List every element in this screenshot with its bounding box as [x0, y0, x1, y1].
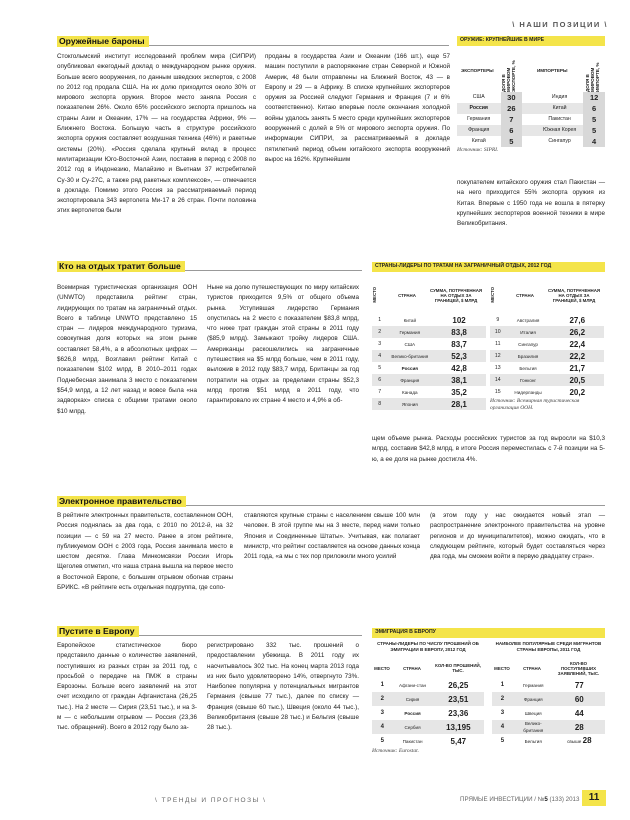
- place: 1: [378, 316, 382, 323]
- travel-table: [372, 276, 605, 412]
- import-share: 5: [583, 114, 605, 125]
- value: [433, 706, 484, 720]
- country: Бельгия: [519, 365, 537, 371]
- value: [554, 706, 605, 720]
- place: 13: [494, 364, 501, 371]
- exporter: Франция: [468, 127, 490, 133]
- place: 12: [494, 352, 501, 359]
- travel-table-title: СТРАНЫ-ЛИДЕРЫ ПО ТРАТАМ НА ЗАГРАНИЧНЫЙ ОТДЫХ, 2012 ГОД: [375, 263, 552, 269]
- table-row: [372, 678, 484, 692]
- country: Россия: [401, 365, 418, 371]
- sum: 52,3: [451, 351, 467, 361]
- export-share: 6: [501, 125, 523, 136]
- import-share: 12: [583, 92, 605, 103]
- section-title-arms: Оружейные бароны: [57, 36, 149, 47]
- table-row: [490, 350, 604, 362]
- europe-place-header-2: МЕСТО: [494, 665, 510, 671]
- country: Германия: [522, 682, 544, 688]
- country: Гонконг: [519, 377, 537, 383]
- table-row: [372, 734, 484, 748]
- country: Велико-британия: [391, 353, 429, 359]
- importer: Индия: [551, 94, 568, 100]
- spacer: [522, 92, 536, 103]
- table-row: [372, 326, 486, 338]
- europe-right-title: НАИБОЛЕЕ ПОПУЛЯРНЫЕ СРЕДИ МИГРАНТОВ СТРАНЫ ЕВРОПЫ, 2011 ГОД: [495, 641, 602, 652]
- travel-col3: щем объеме рынка. Расходы российских туристов за год выросли на $10,3 млрд, составив $42,8 млрд, в итоге Россия переместилась с 7-й позиции на 5-ю, а ее доля на рынке достигла 4%.: [372, 435, 605, 463]
- exporters-header: ЭКСПОРТЕРЫ: [461, 68, 494, 73]
- table-row: [457, 125, 605, 136]
- europe-country-header-2: СТРАНА: [523, 665, 541, 671]
- table-row: [490, 314, 604, 326]
- place: 14: [494, 376, 501, 383]
- egov-col3: (в этом году у нас ожидается новый этап — распространение электронного правительства на уровне регионов и до муниципалитетов), можно ожидать, что в следующем рейтинге, который будет составляться через два года, мы сможем войти в первую двадцатку стран».: [430, 512, 605, 561]
- place: 8: [378, 400, 382, 407]
- value: [554, 692, 605, 706]
- arms-table: [457, 50, 605, 153]
- value-number: 44: [574, 708, 584, 718]
- spacer: [522, 114, 536, 125]
- table-row: [372, 398, 486, 410]
- country: Швеция: [524, 710, 542, 716]
- value-number: 28: [574, 722, 584, 732]
- country: США: [404, 341, 416, 347]
- value-prefix: свыше: [567, 739, 583, 744]
- country: Франция: [400, 377, 420, 383]
- sum: 83,7: [451, 339, 467, 349]
- table-row: [492, 706, 605, 720]
- europe-col2: регистрировано 332 тыс. прошений о предоставлении убежища. В 2011 году их насчитывалось 302 тыс. На конец марта 2013 года из них было удовлетворено 14%, отвергнуто 73%. Наиболее популярна у потенциальных мигрантов Германия (свыше 77 тыс.), далее по списку — Франция (свыше 60 тыс.), Швеция (около 44 тыс.), Великобритания (свыше 28 тыс.) и Бельгия (свыше 28 тыс.).: [207, 642, 359, 732]
- import-share: 4: [583, 136, 605, 147]
- value-number: 28: [582, 736, 592, 745]
- value-number: 26,25: [448, 680, 469, 690]
- country: Китай: [403, 317, 417, 323]
- place: 5: [500, 737, 505, 744]
- table-row: [372, 720, 484, 734]
- country: Бельгия: [524, 738, 542, 744]
- country: Сирия: [405, 696, 420, 702]
- country: Бразилия: [517, 353, 539, 359]
- value-number: 5,47: [450, 736, 467, 746]
- sum: 102: [452, 315, 466, 325]
- arms-col3: покупателем китайского оружия стал Пакистан — на него приходится 55% экспорта оружия из Китая. Впервые с 1950 года не вошла в пятерку крупнейших экспортеров военной техники в мире Великобритания.: [457, 179, 605, 228]
- country: Италия: [520, 329, 536, 335]
- place: 2: [500, 695, 505, 702]
- country: Велико-британия: [523, 721, 544, 733]
- sum: 83,8: [451, 327, 467, 337]
- place: 1: [500, 681, 505, 688]
- table-row: [492, 734, 605, 748]
- exporter: Россия: [469, 105, 488, 111]
- travel-col2: Ныне на долю путешествующих по миру китайских туристов приходится 9,5% от общего объема рынка. Уступившая лидерство Германия опустилась на 2 место с показателем $83,8 млрд, что ниже трат граждан этой страны в 2011 году ($85,9 млрд). Замыкают тройку лидеров США. Американцы раскошелились на заграничные путешествия на $5 млрд больше, чем в 2011 году, выложив в 2012 году $83,7 млрд. Британцы за год потратили на отдых за пределами страны $52,3 млрд против $51 млрд в 2011 году, что гарантировало их стране 4 место и 4,9% в об-: [207, 284, 359, 405]
- importers-header: ИМПОРТЕРЫ: [537, 68, 568, 73]
- country: Япония: [401, 401, 418, 407]
- travel-source: Источник: Всемирная туристическая организация ООН.: [490, 398, 580, 411]
- export-share: 26: [501, 103, 523, 114]
- table-row: [457, 103, 605, 114]
- sum: 42,8: [451, 363, 467, 373]
- country: Нидерланды: [514, 389, 542, 395]
- value: [433, 720, 484, 734]
- country: Россия: [404, 710, 421, 716]
- sum-header: СУММА, ПОТРАЧЕННАЯ НА ОТДЫХ ЗА ГРАНИЦЕЙ, $ МЛРД: [429, 287, 483, 303]
- value-number: 77: [574, 680, 584, 690]
- sum: 21,7: [569, 363, 586, 373]
- place: 6: [378, 376, 382, 383]
- exporter: Германия: [467, 116, 491, 122]
- requests-header: КОЛ-ВО ПРОШЕНИЙ, ТЫС.: [435, 663, 481, 673]
- europe-left-title: СТРАНЫ-ЛИДЕРЫ ПО ЧИСЛУ ПРОШЕНИЙ ОБ ЭМИГРАЦИИ В ЕВРОПУ, 2012 ГОД: [377, 641, 479, 652]
- page-number: 11: [582, 790, 606, 806]
- arms-table-title: ОРУЖИЕ: КРУПНЕЙШИЕ В МИРЕ: [460, 37, 545, 43]
- value: [554, 734, 605, 748]
- table-row: [457, 92, 605, 103]
- export-share-header: ДОЛЯ В МИРОВОМ ЭКСПОРТЕ, %: [501, 60, 516, 92]
- table-row: [372, 706, 484, 720]
- place: 7: [378, 388, 382, 395]
- sum: 27,6: [569, 315, 586, 325]
- place: 4: [500, 723, 505, 730]
- table-row: [372, 314, 486, 326]
- europe-col1: Европейское статистическое бюро представило данные о количестве заявлений, поступивших из разных стран за 2011 год, с просьбой о передаче на ПМЖ в страны Еврозоны. Больше всего заявлений на этот счет исходило от граждан Афганистана (26,25 тыс.). На 2 месте — Сирия (23,51 тыс.), и на 3-м — с небольшим отрывом — Россия (23,36 тыс. обращений). Всего в 2012 году было за-: [57, 642, 197, 732]
- place-header-2: МЕСТО: [490, 287, 495, 303]
- import-share: 5: [583, 125, 605, 136]
- export-share: 7: [501, 114, 523, 125]
- table-row: [490, 386, 604, 398]
- country: Пакистан: [402, 738, 423, 744]
- place: 3: [380, 709, 384, 716]
- place: 15: [494, 388, 501, 395]
- value: [433, 692, 484, 706]
- table-row: [372, 692, 484, 706]
- place: 1: [380, 681, 384, 688]
- country-header: СТРАНА: [398, 292, 416, 298]
- value: [554, 720, 605, 734]
- section-title-egov: Электронное правительство: [57, 496, 186, 507]
- arms-source: Источник: SIPRI.: [457, 147, 499, 153]
- place: 10: [494, 328, 501, 335]
- sum-header-2: СУММА, ПОТРАЧЕННАЯ НА ОТДЫХ ЗА ГРАНИЦЕЙ, $ МЛРД: [547, 287, 601, 303]
- country: Сингапур: [518, 341, 538, 347]
- table-row: [490, 374, 604, 386]
- sum: 35,2: [451, 387, 467, 397]
- value-number: 13,195: [446, 722, 471, 732]
- table-row: [492, 692, 605, 706]
- footer-left: \ ТРЕНДЫ И ПРОГНОЗЫ \: [155, 797, 267, 804]
- country: Афгани-стан: [398, 682, 427, 688]
- table-row: [372, 374, 486, 386]
- travel-col1: Всемирная туристическая организация ООН (UNWTO) представила рейтинг стран, лидирующих по тратам на заграничный отдых. Всего в таблице UNWTO представлено 15 стран — лидеров международного туризма, совокупная доля которых на этом рынке составляет 58,4%, а в абсолютных цифрах — $626,8 млрд. Возглавил рейтинг Китай с показателем $102 млрд. В 2010–2011 годах Поднебесная занимала 3 место с показателем $54,9 млрд, а 12 лет назад и вовсе была «на задворках» списка с общими тратами около $10 млрд.: [57, 284, 197, 415]
- country: Канада: [402, 389, 418, 395]
- europe-table-title: ЭМИГРАЦИЯ В ЕВРОПУ: [375, 629, 436, 635]
- footer-magazine: ПРЯМЫЕ ИНВЕСТИЦИИ / №5 (133) 2013: [460, 796, 580, 803]
- importer: Китай: [552, 105, 567, 111]
- table-row: [492, 720, 605, 734]
- value: [554, 678, 605, 692]
- table-row: [490, 326, 604, 338]
- importer: Сингапур: [548, 138, 571, 144]
- arms-col2: проданы в государства Азии и Океании (166 шт.), еще 57 машин поступили в распоряжение стран Северной и Южной Америк, 48 были отправлены на Ближний Восток, 43 — в Европу и 29 — в Африку. В списке крупнейших экспортеров оружия за Россией следуют Германия и Франция (7 и 6% соответственно). Китаю впервые после окончания холодной войны удалось занять 5 место среди крупнейших экспортеров вооружений с долей в 5% от мирового экспорта оружия. По информации СИПРИ, за рассматриваемый в докладе пятилетний период объем китайского экспорта вооружений вырос на 162%. Крупнейшим: [265, 53, 450, 163]
- value-number: 23,36: [448, 708, 469, 718]
- place: 9: [496, 316, 500, 323]
- country: Сербия: [404, 724, 421, 730]
- value: [433, 734, 484, 748]
- place: 4: [380, 723, 384, 730]
- section-title-europe: Пустите в Европу: [57, 626, 139, 637]
- import-share-header: ДОЛЯ В МИРОВОМ ИМПОРТЕ, %: [585, 62, 600, 92]
- place: 5: [380, 737, 384, 744]
- sum: 22,2: [569, 351, 586, 361]
- spacer: [522, 125, 536, 136]
- sum: 20,5: [569, 375, 586, 385]
- table-row: [372, 362, 486, 374]
- place: 11: [495, 340, 501, 347]
- country-header-2: СТРАНА: [516, 292, 534, 298]
- place: 3: [378, 340, 382, 347]
- importer: Пакистан: [548, 116, 571, 122]
- europe-source: Источник: Eurostat.: [372, 748, 419, 754]
- sum: 20,2: [569, 387, 586, 397]
- sum: 26,2: [569, 327, 586, 337]
- value-number: 60: [574, 694, 584, 704]
- country: Австралия: [516, 317, 540, 323]
- place: 5: [378, 364, 382, 371]
- import-share: 6: [583, 103, 605, 114]
- export-share: 5: [501, 136, 523, 147]
- table-row: [492, 678, 605, 692]
- table-row: [372, 350, 486, 362]
- section-header: \ НАШИ ПОЗИЦИИ \: [512, 20, 608, 29]
- table-row: [372, 338, 486, 350]
- exporter: Китай: [471, 138, 486, 144]
- place-header: МЕСТО: [372, 287, 377, 303]
- table-row: [457, 114, 605, 125]
- spacer: [522, 103, 536, 114]
- country: Франция: [523, 696, 543, 702]
- place: 4: [378, 352, 382, 359]
- sum: 22,4: [569, 339, 586, 349]
- egov-col1: В рейтинге электронных правительств, составленном ООН, Россия поднялась за два года, с 2010 по 2012-й, на 32 позиции — с 59 на 27 место. Ранее в этом рейтинге, публикуемом ООН с 2003 года, Россия занимала место в шестом десятке. Глава Минкомсвязи России Игорь Щеголев отметил, что наша страна вышла на первое место в Восточной Европе, с большим отрывом обогнав страны БРИКС. «В рейтинге есть отдельная подгруппа, где сопо-: [57, 512, 233, 592]
- place: 2: [380, 695, 384, 702]
- value-number: 23,51: [448, 694, 469, 704]
- europe-table: [372, 641, 605, 754]
- europe-country-header: СТРАНА: [403, 665, 421, 671]
- table-row: [457, 136, 605, 147]
- table-row: [490, 362, 604, 374]
- sum: 28,1: [451, 399, 467, 409]
- europe-place-header: МЕСТО: [374, 665, 390, 671]
- importer: Южная Корея: [542, 127, 577, 133]
- place: 3: [500, 709, 505, 716]
- exporter: США: [472, 94, 485, 100]
- egov-col2: ставляются крупные страны с населением свыше 100 млн человек. В этой группе мы на 3 месте, перед нами только Япония и Соединенные Штаты». Учитывая, как полагает министр, что рейтинг составляется на основе данных конца 2011 года, «а мы с тех пор приложили много усилий: [244, 512, 420, 561]
- table-row: [372, 386, 486, 398]
- table-row: [490, 338, 604, 350]
- spacer: [522, 136, 536, 147]
- value: [433, 678, 484, 692]
- country: Германия: [399, 329, 421, 335]
- applications-header: КОЛ-ВО ПОСТУПИВШИХ ЗАЯВЛЕНИЙ, ТЫС.: [557, 660, 600, 676]
- export-share: 30: [501, 92, 523, 103]
- place: 2: [378, 328, 382, 335]
- sum: 38,1: [451, 375, 467, 385]
- arms-col1: Стокгольмский институт исследований проблем мира (СИПРИ) опубликовал ежегодный доклад о международном рынке оружия. Больше всего вооружения, по данным шведских экспертов, с 2008 по 2012 год продала США. На их долю приходится около 30% от мирового экспорта оружия. Второе место заняла Россия с показателем 26%. Около 65% российского экспорта пришлось на страны Азии и Океании, 17% — на государства Африки, 9% — Ближнего Востока. Большую часть в структуре российского экспорта оружия составляет воздушная техника (46%) и ракетные системы (20%). «Россия сделала крупный вклад в процесс милитаризации Юго-Восточной Азии, поставив в период с 2008 по 2012 год в Индонезию, Малайзию и Вьетнам 37 истребителей Су-30 и Су-27С, а также ряд ракетных комплексов», — отмечается в докладе. Помимо этого Россия за рассматриваемый период экспортировала 343 вертолета Ми-17 в 26 стран. Почти половина этих вертолетов были: [57, 53, 256, 215]
- section-title-travel: Кто на отдых тратит больше: [57, 261, 185, 272]
